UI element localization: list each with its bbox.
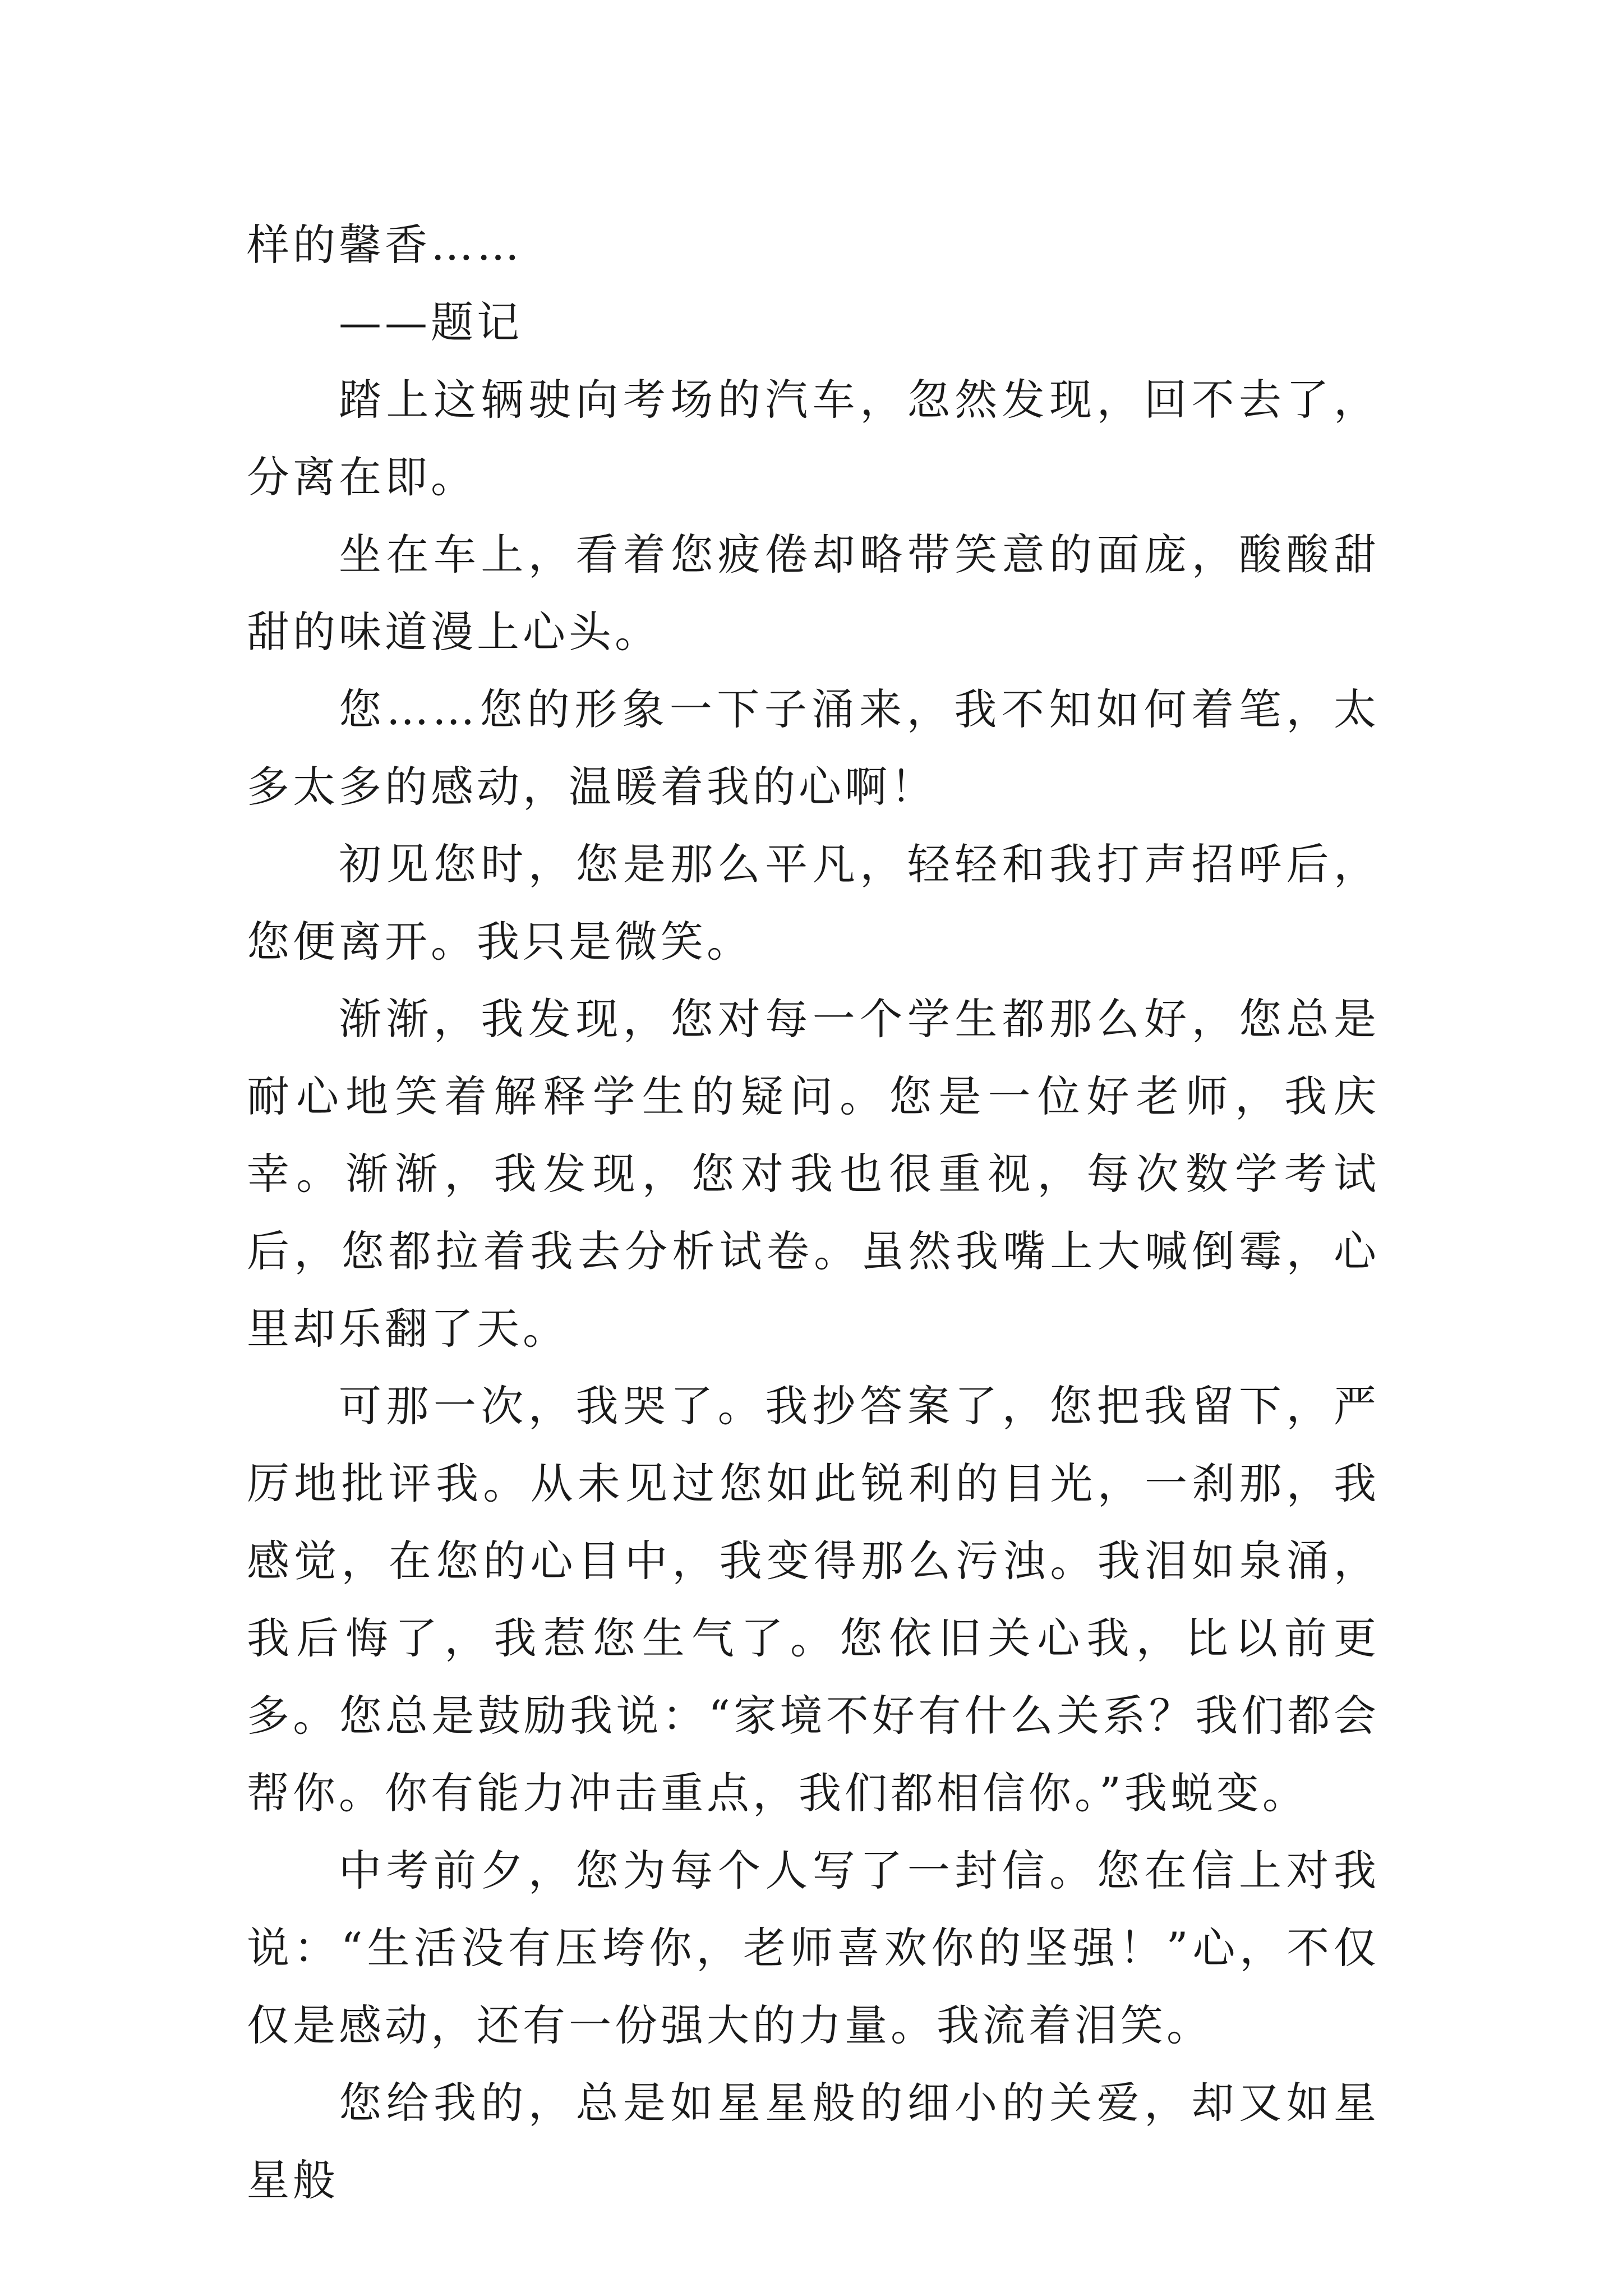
paragraph-truncated: 您给我的，总是如星星般的细小的关爱，却又如星星般: [247, 2078, 1380, 2205]
paragraph: 您……您的形象一下子涌来，我不知如何着笔，太多太多的感动，温暖着我的心啊！: [247, 684, 1380, 812]
paragraph: 可那一次，我哭了。我抄答案了，您把我留下，严厉地批评我。从未见过您如此锐利的目光，一刹那，我感觉，在您的心目中，我变得那么污浊。我泪如泉涌，我后悔了，我惹您生气了。您依旧关心我，比以前更多。您总是鼓励我说：“家境不好有什么关系？我们都会帮你。你有能力冲击重点，我们都相信你。”我蜕变。: [247, 1381, 1380, 1818]
paragraph-continuation: 样的馨香……: [247, 220, 523, 270]
paragraph: 渐渐，我发现，您对每一个学生都那么好，您总是耐心地笑着解释学生的疑问。您是一位好老师，我庆幸。渐渐，我发现，您对我也很重视，每次数学考试后，您都拉着我去分析试卷。虽然我嘴上大喊倒霉，心里却乐翻了天。: [247, 994, 1380, 1354]
paragraph: 初见您时，您是那么平凡，轻轻和我打声招呼后，您便离开。我只是微笑。: [247, 839, 1380, 967]
essay-body: [247, 206, 1380, 2219]
inscription-signature: ——题记: [339, 297, 523, 347]
paragraph: 坐在车上，看着您疲倦却略带笑意的面庞，酸酸甜甜的味道漫上心头。: [247, 530, 1380, 657]
paragraph: 踏上这辆驶向考场的汽车，忽然发现，回不去了，分离在即。: [247, 375, 1380, 502]
paragraph: 中考前夕，您为每个人写了一封信。您在信上对我说：“生活没有压垮你，老师喜欢你的坚强！”心，不仅仅是感动，还有一份强大的力量。我流着泪笑。: [247, 1846, 1380, 2050]
